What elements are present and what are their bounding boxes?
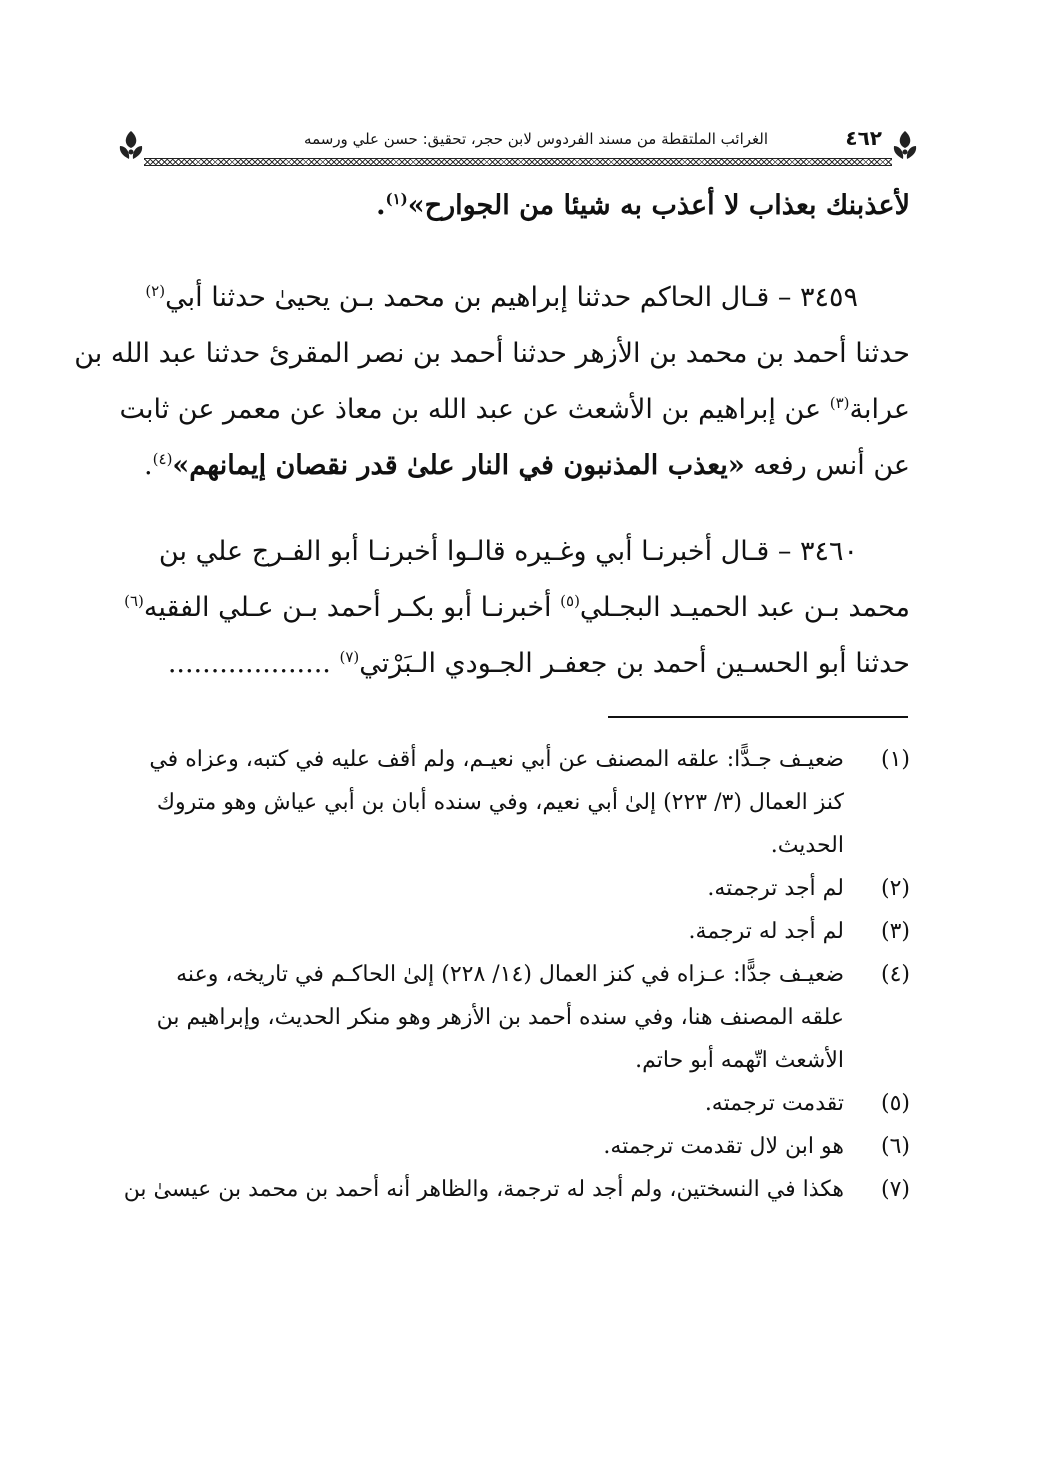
- book-title: الغرائب الملتقطة من مسند الفردوس لابن حجر، تحقيق: حسن علي ورسمه: [304, 130, 768, 148]
- text-line: لأعذبنك بعذاب لا أعذب به شيئا من الجوارح»$^{(١)}$.: [376, 190, 910, 221]
- footnote-line: علقه المصنف هنا، وفي سنده أحمد بن الأزهر وهو منكر الحديث، وإبراهيم بن: [156, 1005, 844, 1030]
- footnote-7: [123, 1168, 910, 1211]
- footnote-line: هو ابن لال تقدمت ترجمته.: [603, 1134, 844, 1159]
- footnote-ref: (٣): [829, 394, 850, 412]
- footnote-number: (٥): [880, 1091, 910, 1116]
- hadith-3459-paragraph: [74, 270, 910, 494]
- footnote-separator: [608, 716, 908, 718]
- footnote-line: لم أجد ترجمته.: [707, 876, 844, 901]
- text-line: محمد بـن عبد الحميـد البجـلي$^{(٥)}$ أخبرنـا أبو بكـر أحمد بـن عـلي الفقيه$^{(٦)}$: [124, 592, 910, 623]
- footnote-number: (٣): [880, 919, 910, 944]
- footnote-number: (٧): [880, 1177, 910, 1202]
- footnote-line: الأشعث اتّهمه أبو حاتم.: [635, 1048, 844, 1073]
- footnote-2: [132, 867, 910, 910]
- footnote-ref: (٥): [560, 592, 580, 610]
- footnote-ref: (٦): [124, 592, 144, 610]
- footnote-number: (٦): [880, 1134, 910, 1159]
- footnote-ref: (١): [385, 190, 408, 208]
- text-line: حدثنا أبو الحسـين أحمد بن جعفـر الجـودي الـبَرْتي$^{(٧)}$ ...................: [167, 648, 910, 679]
- footnote-4: [132, 953, 910, 1082]
- footnote-number: (٢): [880, 876, 910, 901]
- carryover-paragraph: [132, 178, 910, 234]
- footnote-line: تقدمت ترجمته.: [704, 1091, 844, 1116]
- footnote-3: [132, 910, 910, 953]
- footnote-ref: (٧): [339, 648, 360, 666]
- footnote-line: الحديث.: [770, 833, 844, 858]
- footnote-1: [132, 738, 910, 867]
- footnote-line: لم أجد له ترجمة.: [688, 919, 844, 944]
- running-header: [118, 124, 918, 164]
- floral-ornament-icon: [888, 128, 922, 162]
- footnote-ref: (٤): [152, 450, 173, 468]
- floral-ornament-icon: [114, 128, 148, 162]
- text-line: عرابة$^{(٣)}$ عن إبراهيم بن الأشعث عن عبد الله بن معاذ عن معمر عن ثابت: [119, 394, 910, 425]
- footnote-6: [132, 1125, 910, 1168]
- hadith-3460-paragraph: [124, 524, 910, 692]
- footnote-ref: (٢): [145, 282, 166, 300]
- footnote-5: [132, 1082, 910, 1125]
- footnote-number: (١): [880, 747, 910, 772]
- footnote-line: هكذا في النسختين، ولم أجد له ترجمة، والظاهر أنه أحمد بن محمد بن عيسىٰ بن: [123, 1177, 844, 1202]
- text-line: عن أنس رفعه «يعذب المذنبون في النار علىٰ قدر نقصان إيمانهم»$^{(٤)}$.: [144, 450, 910, 481]
- text-line: حدثنا أحمد بن محمد بن الأزهر حدثنا أحمد بن نصر المقرئ حدثنا عبد الله بن: [74, 338, 910, 369]
- footnote-line: ضعيـف جـدًّا: علقه المصنف عن أبي نعيـم، ولم أقف عليه في كتبه، وعزاه في: [149, 747, 844, 772]
- page-number: ٤٦٢: [845, 126, 882, 150]
- text-line: ٣٤٦٠ – قـال أخبرنـا أبي وغـيره قالـوا أخبرنـا أبو الفـرج علي بن: [158, 536, 858, 567]
- header-divider: [144, 158, 892, 166]
- footnotes: [123, 738, 910, 1211]
- footnote-line: ضعيـف جدًّا: عـزاه في كنز العمال (١٤/ ٢٢٨) إلىٰ الحاكـم في تاريخه، وعنه: [176, 962, 844, 987]
- footnote-number: (٤): [880, 962, 910, 987]
- hadith-matn: «يعذب المذنبون في النار علىٰ قدر نقصان إيمانهم»: [172, 450, 745, 481]
- footnote-line: كنز العمال (٣/ ٢٢٣) إلىٰ أبي نعيم، وفي سنده أبان بن أبي عياش وهو متروك: [156, 790, 844, 815]
- text-line: ٣٤٥٩ – قـال الحاكم حدثنا إبراهيم بن محمد بـن يحيىٰ حدثنا أبي$^{(٢)}$: [145, 282, 858, 313]
